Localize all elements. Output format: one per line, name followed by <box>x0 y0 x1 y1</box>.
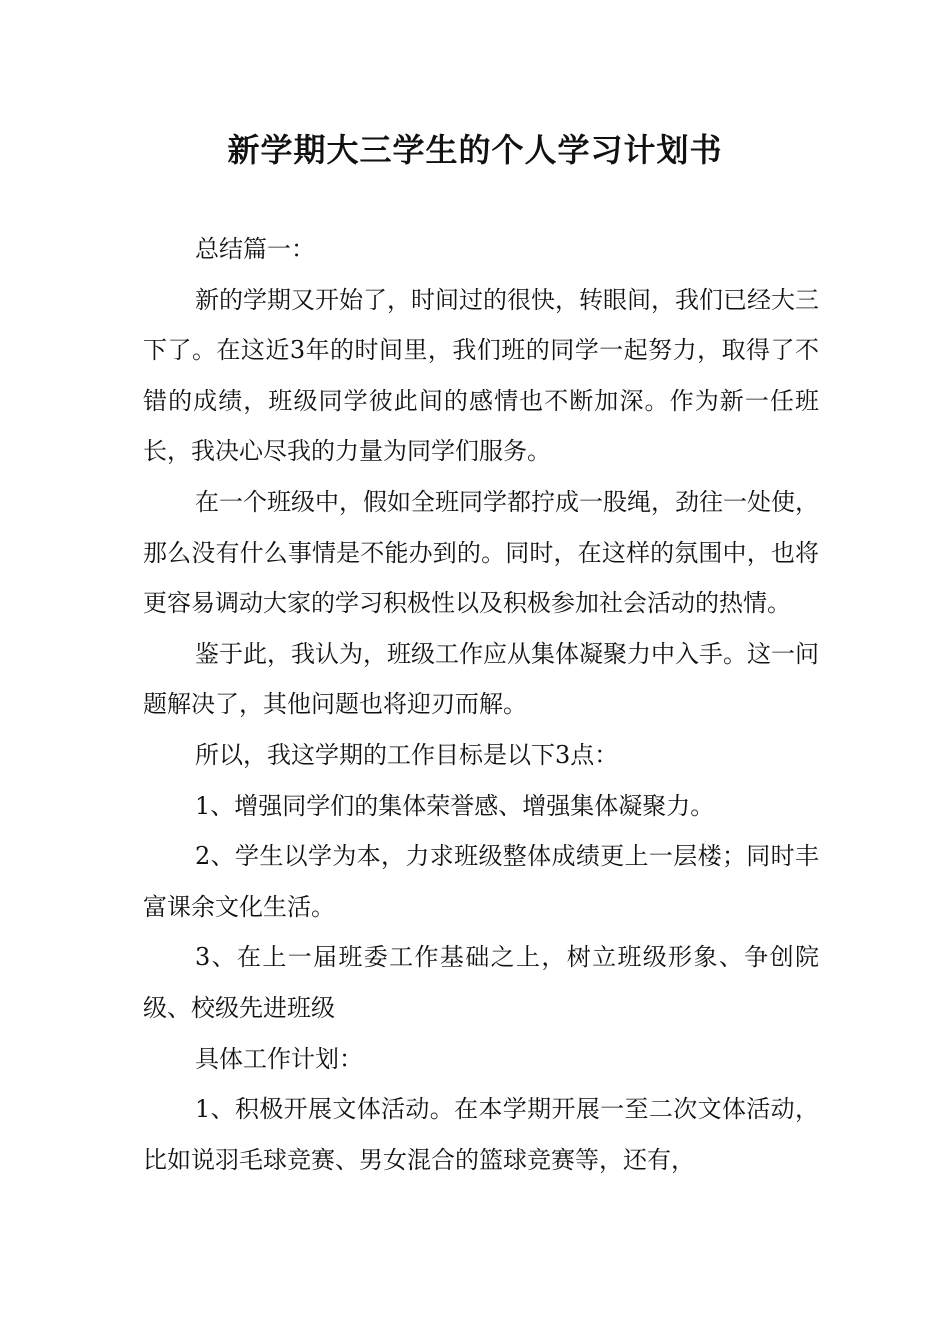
paragraph-goal-3: 3、在上一届班委工作基础之上，树立班级形象、争创院级、校级先进班级 <box>143 943 819 1022</box>
paragraph-goals-heading: 所以，我这学期的工作目标是以下3点： <box>195 740 619 769</box>
paragraph-cohesion: 鉴于此，我认为，班级工作应从集体凝聚力中入手。这一问题解决了，其他问题也将迎刃而解。 <box>143 639 819 719</box>
document-body <box>143 224 819 1185</box>
paragraph-plan-1: 1、积极开展文体活动。在本学期开展一至二次文体活动，比如说羽毛球竞赛、男女混合的篮球竞赛等，还有， <box>143 1095 819 1174</box>
paragraph-plan-heading: 具体工作计划： <box>195 1044 363 1073</box>
document-title: 新学期大三学生的个人学习计划书 <box>227 131 723 169</box>
paragraph-goal-2: 2、学生以学为本，力求班级整体成绩更上一层楼；同时丰富课余文化生活。 <box>143 842 819 921</box>
paragraph-summary-heading: 总结篇一： <box>195 235 315 263</box>
paragraph-intro: 新的学期又开始了，时间过的很快，转眼间，我们已经大三下了。在这近3年的时间里，我们班的同学一起努力，取得了不错的成绩，班级同学彼此间的感情也不断加深。作为新一任班长，我决心尽我的力量为同学们服务。 <box>143 285 819 466</box>
paragraph-goal-1: 1、增强同学们的集体荣誉感、增强集体凝聚力。 <box>195 791 715 820</box>
paragraph-class-unity: 在一个班级中，假如全班同学都拧成一股绳，劲往一处使，那么没有什么事情是不能办到的。同时，在这样的氛围中，也将更容易调动大家的学习积极性以及积极参加社会活动的热情。 <box>143 487 819 618</box>
